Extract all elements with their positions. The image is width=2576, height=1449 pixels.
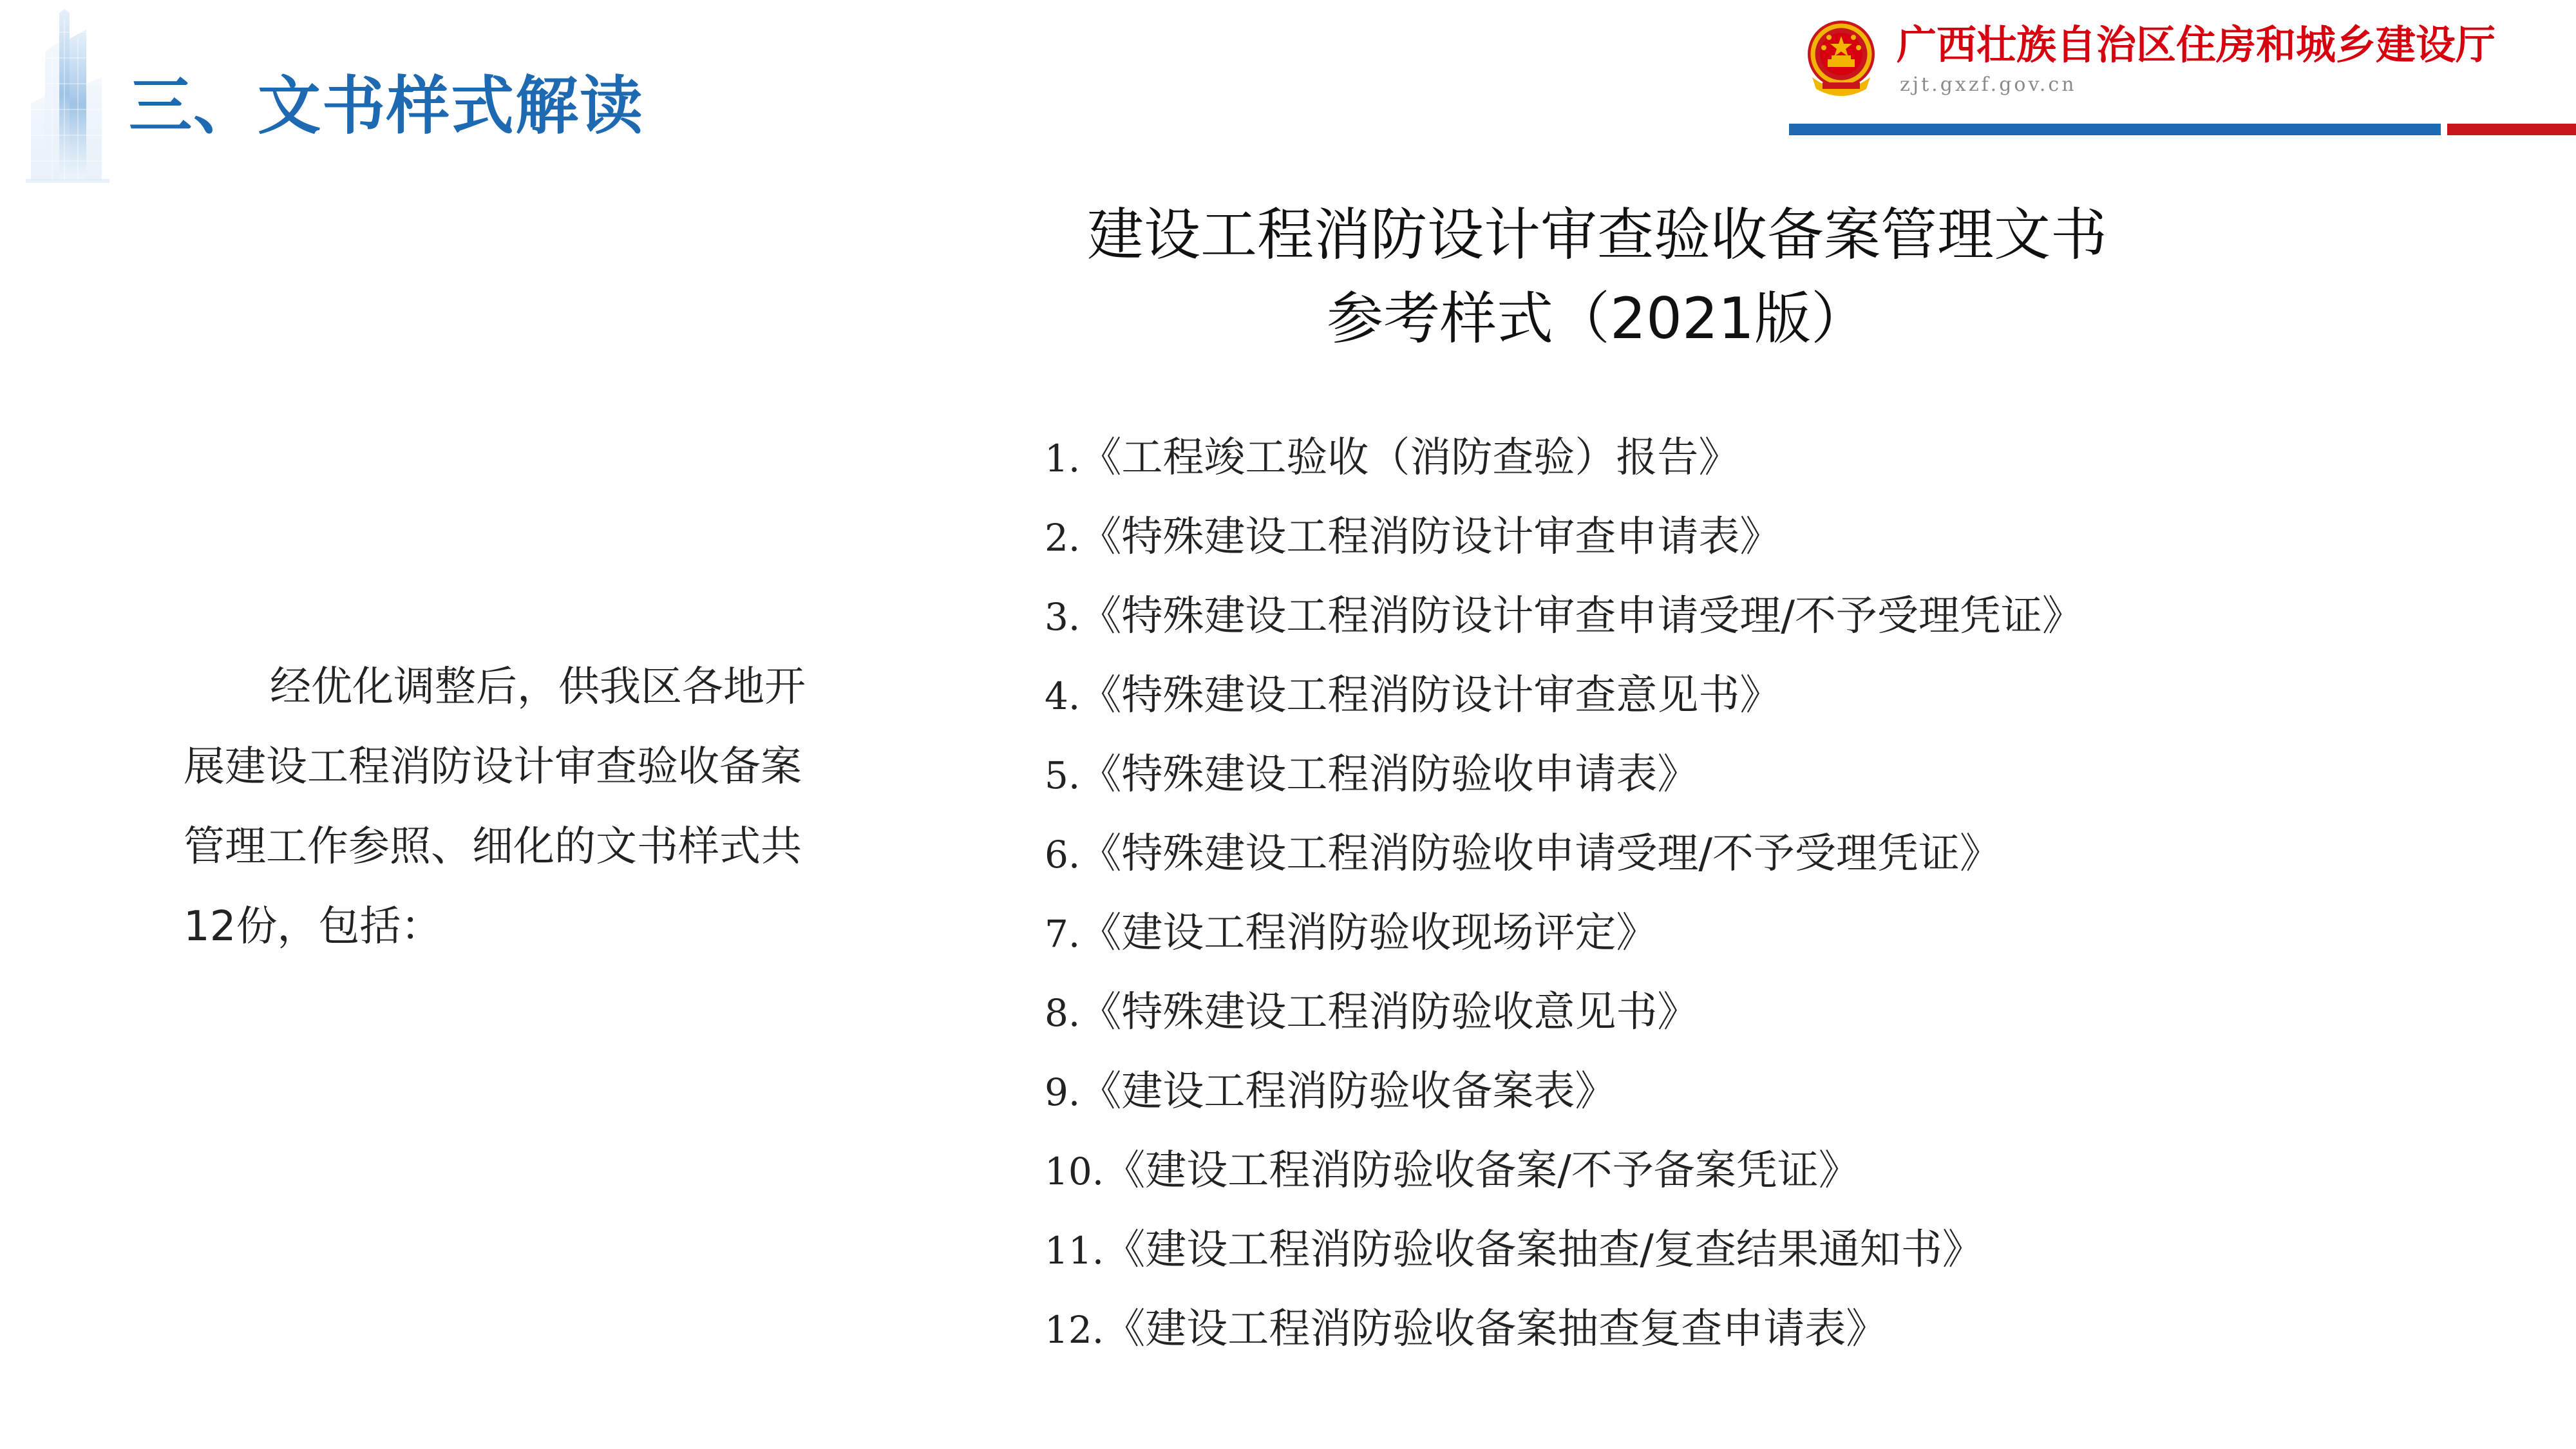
document-list-item [1045,973,2083,1052]
document-number: 7. [1045,912,1081,956]
document-title: 《建设工程消防验收备案/不予备案凭证》 [1104,1147,1860,1195]
heading-line-1: 建设工程消防设计审查验收备案管理文书 [1086,202,2107,268]
document-number: 10. [1045,1150,1104,1193]
document-list-item [1045,815,2083,894]
document-list-item [1045,1211,2083,1290]
national-emblem-icon [1803,18,1879,99]
heading-line-2: 参考样式（2021版） [1327,285,1868,352]
org-name: 广西壮族自治区住房和城乡建设厅 [1897,21,2496,68]
document-list-item [1045,419,2083,498]
document-list-item [1045,1132,2083,1211]
document-number: 5. [1045,753,1081,797]
header-rule-red [2447,124,2576,135]
document-title: 《建设工程消防验收备案表》 [1080,1068,1616,1115]
section-title: 三、文书样式解读 [129,70,645,143]
document-title: 《特殊建设工程消防设计审查意见书》 [1080,672,1781,719]
building-graphic [19,6,116,193]
document-number: 4. [1045,674,1081,718]
document-list-item [1045,735,2083,815]
document-list-item [1045,1290,2083,1369]
document-heading [927,193,2267,361]
document-title: 《特殊建设工程消防验收申请表》 [1080,751,1699,799]
document-title: 《建设工程消防验收备案抽查/复查结果通知书》 [1104,1226,1984,1274]
document-list-item [1045,1052,2083,1132]
document-title: 《建设工程消防验收备案抽查复查申请表》 [1104,1305,1888,1353]
document-number: 12. [1045,1308,1104,1352]
document-number: 2. [1045,516,1081,560]
document-number: 8. [1045,991,1081,1035]
document-list-item [1045,656,2083,735]
document-title: 《特殊建设工程消防设计审查申请受理/不予受理凭证》 [1080,592,2083,640]
document-title: 《工程竣工验收（消防查验）报告》 [1080,434,1740,482]
document-list [1045,419,2083,1369]
document-list-item [1045,577,2083,656]
intro-paragraph: 经优化调整后，供我区各地开展建设工程消防设计审查验收备案管理工作参照、细化的文书样式共12份，包括： [184,663,806,951]
document-number: 9. [1045,1070,1081,1114]
header-rule-blue [1789,124,2441,135]
document-title: 《建设工程消防验收现场评定》 [1080,909,1658,957]
org-url: zjt.gxzf.gov.cn [1900,73,2077,96]
document-number: 11. [1045,1229,1104,1273]
document-number: 6. [1045,833,1081,876]
document-title: 《特殊建设工程消防验收意见书》 [1080,989,1699,1036]
document-title: 《特殊建设工程消防设计审查申请表》 [1080,513,1781,561]
document-list-item [1045,894,2083,973]
document-number: 1. [1045,437,1081,480]
document-number: 3. [1045,595,1081,639]
document-title: 《特殊建设工程消防验收申请受理/不予受理凭证》 [1080,830,2001,878]
document-list-item [1045,498,2083,577]
